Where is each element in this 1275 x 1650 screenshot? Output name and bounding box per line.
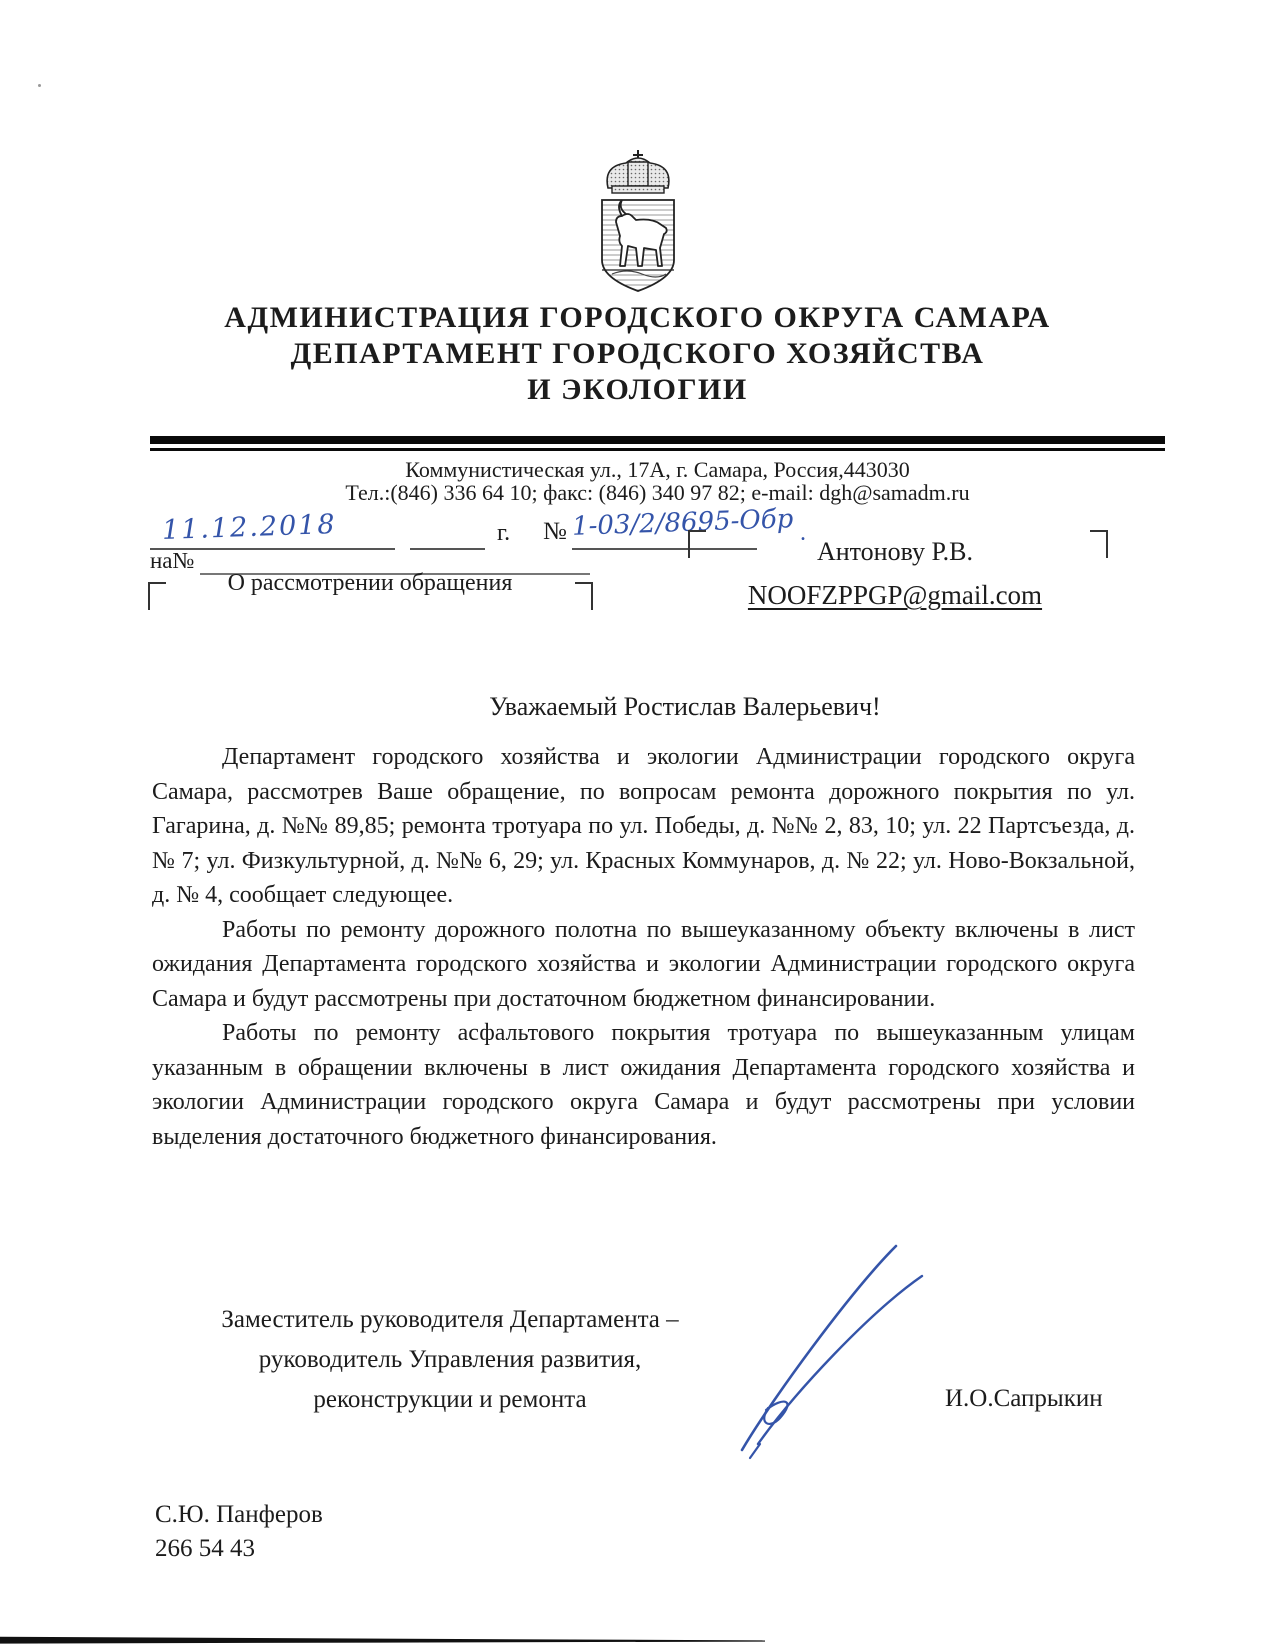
scan-dot-artifact (38, 84, 41, 87)
recipient-name: Антонову Р.В. (816, 537, 974, 566)
handwritten-period: . (800, 520, 806, 546)
body-paragraph-1: Департамент городского хозяйства и экологии Администрации городского округа Самара, рассмотрев Ваше обращение, по вопросам ремонта дорожного покрытия по ул. Гагарина, д. №№ 89,85; ремонта тротуара по ул. Победы, д. №№ 2, 83, 10; ул. 22 Партсъезда, д. № 7; ул. Физкультурной, д. №№ 6, 29; ул. Красных Коммунаров, д. № 22; ул. Ново-Вокзальной, д. № 4, сообщает следующее. (152, 744, 1135, 908)
org-contacts: Тел.:(846) 336 64 10; факс: (846) 340 97 82; e-mail: dgh@samadm.ru (345, 480, 970, 505)
year-abbrev-label: г. (497, 520, 511, 546)
subject-left-bracket (148, 582, 166, 610)
org-name-block (0, 300, 1275, 408)
salutation: Уважаемый Ростислав Валерьевич! (489, 692, 881, 721)
signer-position-line3: реконструкции и ремонта (313, 1386, 587, 1413)
handwritten-date: 11.12.2018 (161, 508, 338, 547)
body-paragraph-2: Работы по ремонту дорожного полотна по вышеуказанному объекту включены в лист ожидания Департамента городского хозяйства и экологии Администрации городского округа Самара и будут рассмотрены при достаточном бюджетном финансировании. (152, 916, 1135, 1012)
number-sign-label: № (543, 518, 567, 545)
samara-coat-of-arms-icon (582, 148, 694, 298)
scanner-artifact-line (0, 1636, 765, 1644)
org-name-line2: ДЕПАРТАМЕНТ ГОРОДСКОГО ХОЗЯЙСТВА (290, 337, 985, 370)
executor-name: С.Ю. Панферов (155, 1501, 323, 1528)
letter-body (152, 740, 1135, 1154)
recipient-right-bracket (1090, 530, 1108, 558)
letterhead-rule-thin (150, 448, 1165, 451)
recipient-email: NOOFZPPGP@gmail.com (747, 580, 1043, 610)
reply-to-number-label: на№ (150, 548, 195, 573)
org-name-line1: АДМИНИСТРАЦИЯ ГОРОДСКОГО ОКРУГА САМАРА (224, 301, 1051, 334)
signer-position-block (170, 1300, 730, 1420)
subject-line: О рассмотрении обращения (227, 570, 513, 596)
executor-block (155, 1498, 323, 1566)
handwritten-number: 1-03/2/8695-Обр (571, 504, 794, 542)
executor-phone: 266 54 43 (155, 1535, 255, 1562)
subject-right-bracket (575, 582, 593, 610)
signer-position-line1: Заместитель руководителя Департамента – (221, 1306, 679, 1333)
org-address: Коммунистическая ул., 17А, г. Самара, Россия,443030 (405, 457, 910, 482)
signer-name: И.О.Сапрыкин (945, 1385, 1103, 1412)
signer-position-line2: руководитель Управления развития, (258, 1346, 642, 1373)
outgoing-date-field (150, 508, 395, 550)
body-paragraph-3: Работы по ремонту асфальтового покрытия тротуара по вышеуказанным улицам указанным в обращении включены в лист ожидания Департамента городского хозяйства и экологии Администрации городского округа Самара и будут рассмотрены при условии выделения достаточного бюджетного финансирования. (152, 1020, 1135, 1150)
org-name-line3: И ЭКОЛОГИИ (527, 373, 748, 406)
date-blank-underline (410, 512, 485, 550)
handwritten-signature (700, 1232, 960, 1467)
letterhead-rule-thick (150, 436, 1165, 444)
